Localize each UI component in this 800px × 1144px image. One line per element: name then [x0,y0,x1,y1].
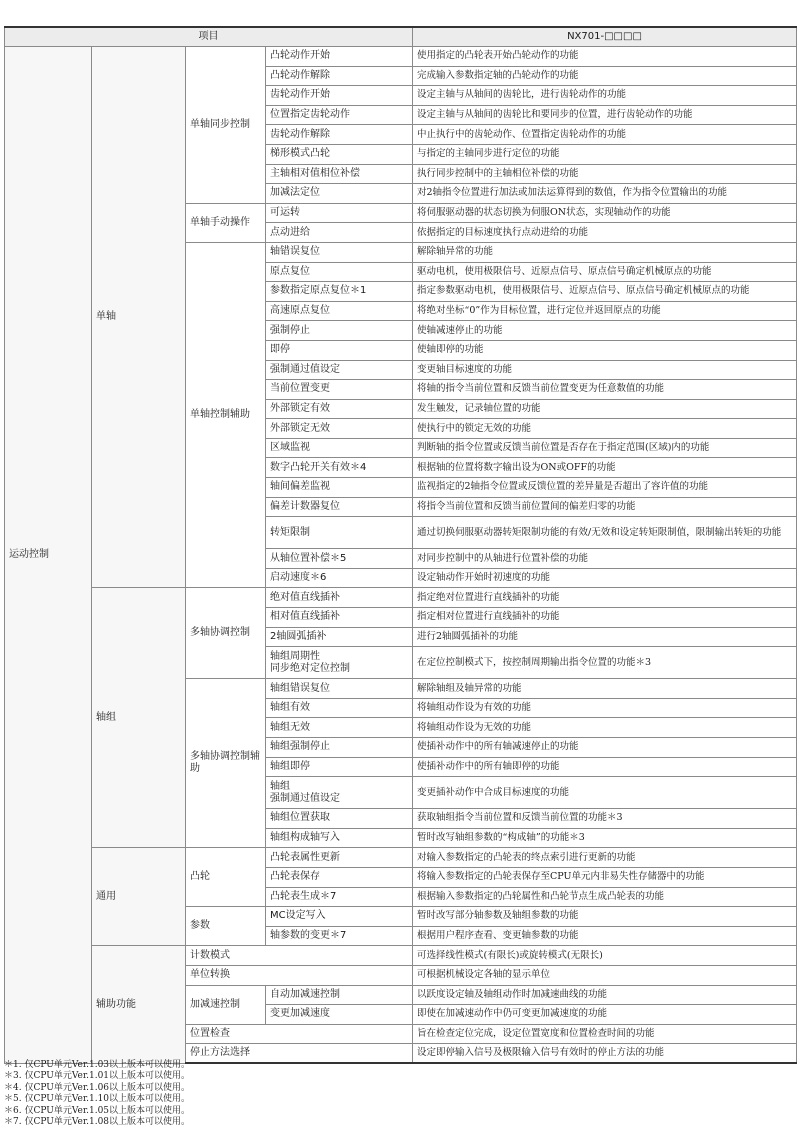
function-name: 即停 [266,340,413,360]
table-row [5,946,797,966]
function-name: 数字凸轮开关有效＊4 [266,458,413,478]
spec-table [4,26,797,1064]
footnote: ＊1. 仅CPU单元Ver.1.03以上版本可以使用。 [4,1060,191,1070]
subcategory-aux-ctrl: 单轴控制辅助 [186,242,266,588]
function-desc: 根据轴的位置将数字输出设为ON或OFF的功能 [413,458,797,478]
function-name: 位置检查 [186,1024,413,1044]
table-row [5,588,797,608]
function-name: 轴间偏差监视 [266,478,413,498]
function-desc: 设定主轴与从轴间的齿轮比和要同步的位置，进行齿轮动作的功能 [413,105,797,125]
function-name: 可运转 [266,203,413,223]
function-name: 点动进给 [266,223,413,243]
function-desc: 使轴减速停止的功能 [413,321,797,341]
function-desc: 解除轴异常的功能 [413,242,797,262]
function-desc: 变更插补动作中合成目标速度的功能 [413,777,797,809]
function-desc: 中止执行中的齿轮动作、位置指定齿轮动作的功能 [413,125,797,145]
function-name: 轴组 强制通过值设定 [266,777,413,809]
function-name: 轴错误复位 [266,242,413,262]
function-desc: 将输入参数指定的凸轮表保存至CPU单元内非易失性存储器中的功能 [413,867,797,887]
function-desc: 根据用户程序查看、变更轴参数的功能 [413,926,797,946]
function-desc: 将指令当前位置和反馈当前位置间的偏差归零的功能 [413,497,797,517]
function-name: 2轴圆弧插补 [266,627,413,647]
function-desc: 进行2轴圆弧插补的功能 [413,627,797,647]
subcategory-manual: 单轴手动操作 [186,203,266,242]
function-desc: 完成输入参数指定轴的凸轮动作的功能 [413,66,797,86]
function-name: 自动加减速控制 [266,985,413,1005]
function-name: 强制通过值设定 [266,360,413,380]
function-desc: 设定轴动作开始时初速度的功能 [413,568,797,588]
table-row [5,47,797,67]
function-desc: 指定参数驱动电机，使用极限信号、近原点信号、原点信号确定机械原点的功能 [413,282,797,302]
function-desc: 将轴的指令当前位置和反馈当前位置变更为任意数值的功能 [413,380,797,400]
footnote: ＊3. 仅CPU单元Ver.1.01以上版本可以使用。 [4,1071,191,1082]
function-desc: 判断轴的指令位置或反馈当前位置是否存在于指定范围(区域)内的功能 [413,438,797,458]
function-desc: 将轴组动作设为有效的功能 [413,698,797,718]
category-axis-group: 轴组 [92,588,186,848]
function-name: 凸轮动作开始 [266,47,413,67]
function-name: 停止方法选择 [186,1044,413,1064]
function-desc: 旨在检查定位完成，设定位置宽度和位置检查时间的功能 [413,1024,797,1044]
footnote: ＊7. 仅CPU单元Ver.1.08以上版本可以使用。 [4,1117,191,1128]
subcategory-param: 参数 [186,907,266,946]
footnotes [4,1060,190,1128]
category-common: 通用 [92,848,186,946]
function-name: 当前位置变更 [266,380,413,400]
function-desc: 依据指定的目标速度执行点动进给的功能 [413,223,797,243]
function-name: 主轴相对值相位补偿 [266,164,413,184]
function-name: 启动速度＊6 [266,568,413,588]
function-desc: 监视指定的2轴指令位置或反馈位置的差异量是否超出了容许值的功能 [413,478,797,498]
function-desc: 解除轴组及轴异常的功能 [413,679,797,699]
function-name: 轴组强制停止 [266,738,413,758]
category-single-axis: 单轴 [92,47,186,588]
function-name: MC设定写入 [266,907,413,927]
function-name: 轴组构成轴写入 [266,828,413,848]
subcategory-coord: 多轴协调控制 [186,588,266,679]
function-desc: 即使在加减速动作中仍可变更加减速度的功能 [413,1005,797,1025]
function-desc: 暂时改写部分轴参数及轴组参数的功能 [413,907,797,927]
function-desc: 暂时改写轴组参数的“构成轴”的功能＊3 [413,828,797,848]
function-desc: 使插补动作中的所有轴即停的功能 [413,757,797,777]
function-desc: 获取轴组指令当前位置和反馈当前位置的功能＊3 [413,809,797,829]
function-desc: 指定相对位置进行直线插补的功能 [413,608,797,628]
footnote: ＊6. 仅CPU单元Ver.1.05以上版本可以使用。 [4,1105,191,1116]
function-name: 计数模式 [186,946,413,966]
function-name: 参数指定原点复位＊1 [266,282,413,302]
subcategory-accel: 加减速控制 [186,985,266,1024]
function-desc: 在定位控制模式下，按控制周期输出指令位置的功能＊3 [413,647,797,679]
function-name: 凸轮动作解除 [266,66,413,86]
function-name: 凸轮表保存 [266,867,413,887]
function-name: 高速原点复位 [266,301,413,321]
function-desc: 使执行中的锁定无效的功能 [413,419,797,439]
function-desc: 与指定的主轴同步进行定位的功能 [413,144,797,164]
footnote: ＊5. 仅CPU单元Ver.1.10以上版本可以使用。 [4,1094,191,1105]
function-name: 单位转换 [186,965,413,985]
function-name: 轴组有效 [266,698,413,718]
function-name: 强制停止 [266,321,413,341]
subcategory-cam: 凸轮 [186,848,266,907]
category-motion: 运动控制 [5,47,92,1064]
function-desc: 执行同步控制中的主轴相位补偿的功能 [413,164,797,184]
function-name: 轴参数的变更＊7 [266,926,413,946]
function-name: 加减法定位 [266,184,413,204]
function-name: 凸轮表属性更新 [266,848,413,868]
table-header-row [5,27,797,47]
function-desc: 以跃度设定轴及轴组动作时加减速曲线的功能 [413,985,797,1005]
function-name: 齿轮动作解除 [266,125,413,145]
function-name: 梯形模式凸轮 [266,144,413,164]
function-desc: 驱动电机，使用极限信号、近原点信号、原点信号确定机械原点的功能 [413,262,797,282]
function-name: 外部锁定无效 [266,419,413,439]
function-desc: 指定绝对位置进行直线插补的功能 [413,588,797,608]
function-name: 区域监视 [266,438,413,458]
function-desc: 发生触发，记录轴位置的功能 [413,399,797,419]
function-desc: 根据输入参数指定的凸轮属性和凸轮节点生成凸轮表的功能 [413,887,797,907]
function-name: 绝对值直线插补 [266,588,413,608]
function-desc: 将伺服驱动器的状态切换为伺服ON状态，实现轴动作的功能 [413,203,797,223]
header-item: 项目 [5,27,413,47]
subcategory-coord-aux: 多轴协调控制辅助 [186,679,266,848]
function-name: 外部锁定有效 [266,399,413,419]
function-name: 轴组周期性 同步绝对定位控制 [266,647,413,679]
function-desc: 可根据机械设定各轴的显示单位 [413,965,797,985]
function-name: 从轴位置补偿＊5 [266,549,413,569]
function-desc: 设定主轴与从轴间的齿轮比，进行齿轮动作的功能 [413,86,797,106]
table-row [5,848,797,868]
function-desc: 将绝对坐标“0”作为目标位置，进行定位并返回原点的功能 [413,301,797,321]
function-name: 原点复位 [266,262,413,282]
category-aux: 辅助功能 [92,946,186,1064]
subcategory-sync: 单轴同步控制 [186,47,266,204]
function-name: 转矩限制 [266,517,413,549]
function-name: 轴组无效 [266,718,413,738]
function-desc: 使轴即停的功能 [413,340,797,360]
function-desc: 通过切换伺服驱动器转矩限制功能的有效/无效和设定转矩限制值，限制输出转矩的功能 [413,517,797,549]
footnote: ＊4. 仅CPU单元Ver.1.06以上版本可以使用。 [4,1082,191,1093]
function-name: 位置指定齿轮动作 [266,105,413,125]
function-name: 凸轮表生成＊7 [266,887,413,907]
function-name: 轴组错误复位 [266,679,413,699]
function-desc: 使插补动作中的所有轴减速停止的功能 [413,738,797,758]
function-desc: 变更轴目标速度的功能 [413,360,797,380]
function-desc: 设定即停输入信号及极限输入信号有效时的停止方法的功能 [413,1044,797,1064]
function-desc: 可选择线性模式(有限长)或旋转模式(无限长) [413,946,797,966]
function-name: 轴组即停 [266,757,413,777]
function-desc: 对输入参数指定的凸轮表的终点索引进行更新的功能 [413,848,797,868]
header-model: NX701-□□□□ [413,27,797,47]
function-desc: 对同步控制中的从轴进行位置补偿的功能 [413,549,797,569]
function-desc: 对2轴指令位置进行加法或加法运算得到的数值，作为指令位置输出的功能 [413,184,797,204]
function-name: 齿轮动作开始 [266,86,413,106]
function-name: 轴组位置获取 [266,809,413,829]
function-name: 相对值直线插补 [266,608,413,628]
function-name: 变更加减速度 [266,1005,413,1025]
function-name: 偏差计数器复位 [266,497,413,517]
function-desc: 将轴组动作设为无效的功能 [413,718,797,738]
function-desc: 使用指定的凸轮表开始凸轮动作的功能 [413,47,797,67]
